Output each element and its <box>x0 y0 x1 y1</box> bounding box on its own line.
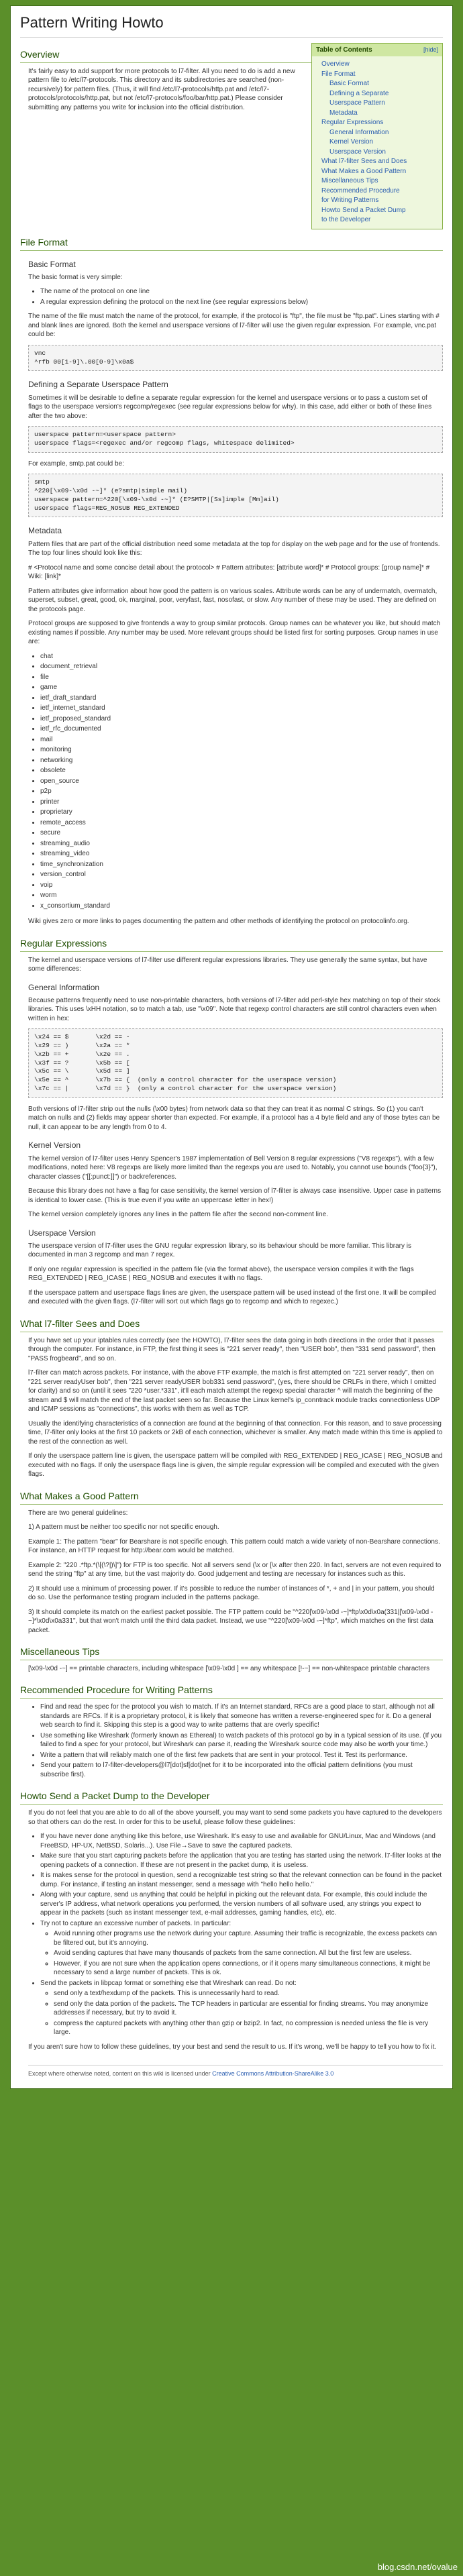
protocol-group-item: • document_retrieval <box>40 662 443 672</box>
list-item: • Along with your capture, send us anything that could be helpful in picking out the relevant data. For example, this could include the server's IP address, what network operations you performed, the version numbers of all software used, any strings you expect to appear in the packets (such as instant messenger text, e-mail addresses, gaming handles, etc), etc. <box>40 1890 443 1918</box>
code-block-vnc: vnc ^rfb 00[1-9]\.00[0-9]\x0a$ <box>28 345 443 372</box>
protocol-group-item: • monitoring <box>40 745 443 755</box>
toc-item[interactable]: Regular Expressions <box>321 119 384 127</box>
general-text-1: Because patterns frequently need to use non-printable characters, both versions of l7-filter add perl-style hex matching on top of their stock libraries. This uses \xHH notation, so to match a tab, use "\x09". Note that regexp control characters are still control characters even when written in hex: <box>28 996 441 1022</box>
list-item: ◦ send only the data portion of the packets. The TCP headers in particular are essential for finding streams. You may anonymize addresses if necessary, but try to avoid it. <box>54 2000 443 2018</box>
kernel-text-3: The kernel version completely ignores any lines in the pattern file after the second non-comment line. <box>28 1211 328 1219</box>
dump-sub-bullets-1 <box>54 1929 443 1978</box>
regex-text-1: The kernel and userspace versions of l7-filter use different regular expressions libraries. They use generally the same syntax, but have some differences: <box>28 956 427 973</box>
toc-item[interactable]: File Format <box>321 70 356 78</box>
toc-item[interactable]: What Makes a Good Pattern <box>321 167 407 175</box>
protocol-group-item: • secure <box>40 828 443 838</box>
toc-item[interactable]: What l7-filter Sees and Does <box>321 158 407 166</box>
heading-what-l7-sees: What l7-filter Sees and Does <box>20 1318 443 1332</box>
metadata-text-3: Pattern attributes give information about how good the pattern is on various scales. Attribute words can be any of undermatch, overmatch, superset, subset, great, good, ok, marginal, poor, veryfast, fast, nosofast, or slow. Any number of these may be used. They are defined on the protocols page. <box>28 587 438 613</box>
footer-text: Except where otherwise noted, content on this wiki is licensed under <box>28 2070 213 2078</box>
protocol-groups-list <box>40 652 443 912</box>
protocol-group-item: • streaming_audio <box>40 839 443 849</box>
recommended-bullets <box>40 1703 443 1779</box>
toc-item[interactable]: Userspace Pattern <box>329 99 385 107</box>
protocol-group-item: • networking <box>40 756 443 765</box>
list-item: • Write a pattern that will reliably match one of the first few packets that are sent in your protocol. Test it. Test its performance. <box>40 1751 443 1760</box>
heading-kernel-version: Kernel Version <box>28 1140 81 1150</box>
list-item <box>40 1979 443 2037</box>
list-item: • Find and read the spec for the protocol you wish to match. If it's an Internet standard, RFCs are a good place to start, although not all standards are RFCs. If it is a proprietary protocol, it is likely that someone has written a reverse-engineered spec for it. Do a general web search to find it. Skipping this step is a good way to write patterns that are overly specific! <box>40 1703 443 1730</box>
heading-file-format: File Format <box>20 236 443 251</box>
sees-text-1: If you have set up your iptables rules correctly (see the HOWTO), l7-filter sees the data going in both directions in the order that it passes through the computer. For instance, in FTP, the first thing it sees is "221 server ready", then "USER bob", then "331 send password", then "PASS frogbeard", and so on. <box>28 1336 435 1362</box>
userspace-text-2: If only one regular expression is specified in the pattern file (via the format above), the userspace version compiles it with the flags REG_EXTENDED | REG_ICASE | REG_NOSUB and executes it with no flags. <box>28 1265 414 1283</box>
protocol-group-item: • printer <box>40 798 443 807</box>
dump-sub-bullets-2 <box>54 1989 443 2037</box>
dump-bullets <box>40 1832 443 2037</box>
heading-general-information: General Information <box>28 982 100 992</box>
toc-item[interactable]: Howto Send a Packet Dump <box>321 206 406 214</box>
license-link[interactable]: Creative Commons Attribution-ShareAlike 3.0 <box>212 2070 334 2078</box>
heading-userspace-version: Userspace Version <box>28 1228 96 1238</box>
protocol-group-item: • voip <box>40 881 443 890</box>
toc-item[interactable]: Overview <box>321 60 350 68</box>
list-item: • It is makes sense for the protocol in question, send a recognizable test string so that the relevant connection can be found in the packet dump. For instance, if testing an instant messenger, send a message with "hello hello hello." <box>40 1871 443 1889</box>
general-text-2: Both versions of l7-filter strip out the nulls (\x00 bytes) from network data so that they can treat it as normal C strings. So (1) you can't match on nulls and (2) fields may appear shorter than expected. For example, if a protocol has a 4 byte field and any of those bytes can be null, it can appear to be any length from 0 to 4. <box>28 1105 440 1131</box>
list-item-text: Send the packets in libpcap format or something else that Wireshark can read. Do not: <box>40 1979 297 1987</box>
kernel-text-1: The kernel version of l7-filter uses Henry Spencer's 1987 implementation of Bell Version 8 regular expressions ("V8 regexps"), with a few modifications, noted here: V8 regexps are likely more limited than the regexps you are used to. Notably, you cannot use bounds ("foo{3}"), character classes ("[[:punct:]]") or backreferences. <box>28 1155 438 1181</box>
good-text-3: Example 1: The pattern "bear" for Bearshare is not specific enough. This pattern could match a wide variety of non-Bearshare connections. For instance, an HTTP request for http://bear.com would be matched. <box>28 1538 440 1555</box>
protocol-group-item: • game <box>40 683 443 692</box>
separate-text-1: Sometimes it will be desirable to define a separate regular expression for the kernel and userspace versions or to pass a custom set of flags to the userspace version's regcomp/regexec (see regular expressions below for why). In this case, add either or both of these lines after the two above: <box>28 394 432 420</box>
heading-basic-format: Basic Format <box>28 259 76 269</box>
dump-text-final: If you aren't sure how to follow these guidelines, try your best and send the result to us. If it's wrong, we'll be happy to tell you how to fix it. <box>28 2043 437 2051</box>
protocol-group-item: • obsolete <box>40 766 443 775</box>
heading-good-pattern: What Makes a Good Pattern <box>20 1490 443 1505</box>
protocol-group-item: • open_source <box>40 777 443 786</box>
metadata-text-1: Pattern files that are part of the official distribution need some metadata at the top for display on the web page and for the use of frontends. The top four lines should look like this: <box>28 540 440 557</box>
list-item: ◦ Avoid sending captures that have many thousands of packets from the same connection. All but the first few are useless. <box>54 1949 443 1958</box>
list-item: • Send your pattern to l7-filter-developers@l7[dot]sf[dot]net for it to be incorporated into the official pattern definitions (you must subscribe first). <box>40 1761 443 1779</box>
toc-item[interactable]: Recommended Procedure <box>321 186 400 195</box>
kernel-text-2: Because this library does not have a flag for case sensitivity, the kernel version of l7-filter is always case insensitive. Upper case in patterns is identical to lower case. (This is true even if you write an uppercase letter in hex!) <box>28 1187 442 1204</box>
protocol-group-item: • ietf_internet_standard <box>40 704 443 713</box>
sees-text-2: l7-filter can match across packets. For instance, with the above FTP example, the match is first attempted on "221 server ready", then on "221 server readyUser bob", then "221 server readyUSER bob331 send password", (yes, there should be CRLFs in there, which I omitted for clarity) and so on (until it sees "220 *user.*331", it'll each match attempt the regexp special character ^ will match the beginning of the stream and $ will match the end of the last packet seen so far. Because the Linux kernel's ip_conntrack module tracks connectionless UDP and ICMP sessions as "connections", this works with them as well as TCP. <box>28 1369 440 1413</box>
toc-header <box>312 44 442 57</box>
toc-item[interactable]: Metadata <box>329 109 358 117</box>
separate-text-2: For example, smtp.pat could be: <box>28 460 124 468</box>
list-item: • Make sure that you start capturing packets before the application that you are testing has started using the network. l7-filter looks at the opening packets of a connection. If these are not present in the packet dump, it is useless. <box>40 1851 443 1870</box>
heading-overview: Overview <box>20 48 443 63</box>
toc-item[interactable]: for Writing Patterns <box>321 197 379 205</box>
protocol-group-item: • ietf_rfc_documented <box>40 724 443 734</box>
list-item-text: Try not to capture an excessive number of packets. In particular: <box>40 1919 232 1927</box>
good-text-1: There are two general guidelines: <box>28 1509 128 1517</box>
heading-metadata: Metadata <box>28 526 62 536</box>
list-item: • A regular expression defining the protocol on the next line (see regular expressions below) <box>40 298 443 307</box>
misc-text-1: [\x09-\x0d -~] == printable characters, including whitespace [\x09-\x0d ] == any whitespace [!-~] == non-whitespace printable characters <box>28 1664 430 1672</box>
sees-text-3: Usually the identifying characteristics of a connection are found at the beginning of that connection. For this reason, and to save processing time, l7-filter only looks at the first 10 packets or 2kB of each connection, whichever is smaller. Any match made within this time is applied to the rest of the connection as well. <box>28 1419 443 1446</box>
protocol-group-item: • chat <box>40 652 443 661</box>
protocol-group-item: • proprietary <box>40 808 443 817</box>
protocol-group-item: • mail <box>40 735 443 745</box>
basic-text-2: The name of the file must match the name of the protocol, for example, if the protocol is "ftp", the file must be "ftp.pat". Lines starting with # and blank lines are ignored. Both the kernel and userspace versions of l7-filter will use the given regular expression. For example, vnc.pat could be: <box>28 313 440 339</box>
toc-hide-link[interactable]: [hide] <box>423 46 438 54</box>
toc-item[interactable]: General Information <box>329 128 389 136</box>
protocol-group-item: • worm <box>40 891 443 900</box>
protocol-group-item: • ietf_draft_standard <box>40 694 443 703</box>
heading-separate-userspace: Defining a Separate Userspace Pattern <box>28 380 168 390</box>
metadata-text-4: Protocol groups are supposed to give frontends a way to group similar protocols. Group names can be whatever you like, but should match existing names if possible. Any number may be used. More relevant groups should be listed first for sorting purposes. Group names in use are: <box>28 620 441 646</box>
userspace-text-1: The userspace version of l7-filter uses the GNU regular expression library, so its behaviour should be more familiar. This library is documented in man 3 regcomp and man 7 regex. <box>28 1242 411 1259</box>
userspace-text-3: If the userspace pattern and userspace flags lines are given, the userspace pattern will be used instead of the first one. It will be compiled and executed with the given flags. (l7-filter will sort out which flags go to regcomp and which to regexec.) <box>28 1289 436 1306</box>
metadata-text-5: Wiki gives zero or more links to pages documenting the pattern and other methods of identifying the protocol on protocolinfo.org. <box>28 918 409 926</box>
protocol-group-item: • time_synchronization <box>40 860 443 869</box>
good-text-4: Example 2: "220 .*ftp.*(\[(\?|)\]") for FTP is too specific. Not all servers send (\x or [\x after then 220. In fact, servers are not even required to send the string "ftp" at any time, but the vast majority do. Good judgement and testing are necessary for instances such as this. <box>28 1561 442 1578</box>
protocol-group-item: • x_consortium_standard <box>40 902 443 911</box>
heading-packet-dump: Howto Send a Packet Dump to the Developer <box>20 1790 443 1805</box>
toc-list <box>321 60 442 225</box>
page-title: Pattern Writing Howto <box>20 13 443 38</box>
protocol-group-item: • file <box>40 673 443 682</box>
list-item: ◦ send only a text/hexdump of the packets. This is unnecessarily hard to read. <box>54 1989 443 1998</box>
code-block-userspace: userspace pattern=<userspace pattern> userspace flags=<regexec and/or regcomp flags, whitespace delimited> <box>28 426 443 453</box>
dump-text-1: If you do not feel that you are able to do all of the above yourself, you may want to send some packets you have captured to the developers so that others can do the rest. In order for this to be useful, please follow these guidelines: <box>28 1809 442 1826</box>
good-text-2: 1) A pattern must be neither too specific nor not specific enough. <box>28 1523 219 1532</box>
list-item: • The name of the protocol on one line <box>40 287 443 297</box>
toc-item[interactable]: Miscellaneous Tips <box>321 177 378 185</box>
good-text-5: 2) It should use a minimum of processing power. If it's possible to reduce the number of instances of *, + and | in your pattern, you should do so. Use the performance testing program included in the patterns package. <box>28 1585 435 1602</box>
overview-text: It's fairly easy to add support for more protocols to l7-filter. All you need to do is add a new pattern file to /etc/l7-protocols. This directory and its subdirectories are searched (non-recursively) for pattern files. (Thus, it will find /etc/l7-protocols/http.pat and /etc/l7-protocols/protocols/http.pat, but not /etc/l7-protocols/foo/bar/http.pat.) Please consider submitting any patterns you write for inclusion into the official distribution. <box>28 67 295 111</box>
protocol-group-item: • version_control <box>40 870 443 879</box>
list-item: • Use something like Wireshark (formerly known as Ethereal) to watch packets of this protocol go by in a typical session of its use. (If you failed to find a spec for your protocol, but Wireshark can parse it, reading the Wireshark source code may also be worth your time.) <box>40 1731 443 1750</box>
toc-heading: Table of Contents <box>316 46 372 54</box>
toc-item[interactable]: Userspace Version <box>329 148 386 156</box>
code-block-smtp: smtp ^220[\x09-\x0d -~]* (e?smtp|simple mail) userspace pattern=^220[\x09-\x0d -~]* (E?SMTP|[Ss]imple [Mm]ail) userspace flags=REG_NOSUB REG_EXTENDED <box>28 474 443 517</box>
toc-item[interactable]: Defining a Separate <box>329 89 389 97</box>
protocol-group-item: • remote_access <box>40 818 443 828</box>
list-item: • If you have never done anything like this before, use Wireshark. It's easy to use and available for GNU/Linux, Mac and Windows (and FreeBSD, HP-UX, NetBSD, Solaris...). Use File→Save to save the captured packets. <box>40 1832 443 1850</box>
license-footer <box>28 2065 443 2078</box>
code-block-hex-table: \x24 == $ \x2d == - \x29 == ) \x2a == * \x2b == + \x2e == . \x3f == ? \x5b == [ \x5c == \ \x5d == ] \x5e == ^ \x7b == { (only a control character for the userspace version) \x7c == | \x7d == } (only a control character for the userspace version) <box>28 1028 443 1098</box>
heading-misc-tips: Miscellaneous Tips <box>20 1646 443 1660</box>
list-item: ◦ compress the captured packets with anything other than gzip or bzip2. In fact, no compression is needed unless the file is very large. <box>54 2019 443 2037</box>
protocol-group-item: • streaming_video <box>40 849 443 859</box>
list-item: ◦ Avoid running other programs use the network during your capture. Assuming their traffic is recognizable, the excess packets can be filtered out, but it's annoying. <box>54 1929 443 1947</box>
basic-text-1: The basic format is very simple: <box>28 273 123 281</box>
list-item <box>40 1919 443 1978</box>
watermark: blog.csdn.net/ovalue <box>377 2562 458 2573</box>
metadata-text-2: # <Protocol name and some concise detail about the protocol> # Pattern attributes: [attribute word]* # Protocol groups: [group name]* # Wiki: [link]* <box>28 564 430 581</box>
good-text-6: 3) It should complete its match on the earliest packet possible. The FTP pattern could be "^220[\x09-\x0d -~]*ftp\x0d\x0a(331|[\x09-\x0d -~]*\x0d\x0a331", but that won't match until the third data packet. Instead, we use "^220[\x09-\x0d -~]*ftp", which matches on the first data packet. <box>28 1608 433 1634</box>
heading-regular-expressions: Regular Expressions <box>20 937 443 952</box>
list-item: ◦ However, if you are not sure when the application opens connections, or if it opens many simultaneous connections, it might be necessary to send a large number of packets. This is ok. <box>54 1960 443 1978</box>
protocol-group-item: • p2p <box>40 787 443 796</box>
table-of-contents <box>311 43 443 229</box>
toc-item[interactable]: Basic Format <box>329 80 369 88</box>
toc-item[interactable]: Kernel Version <box>329 138 374 146</box>
sees-text-4: If only the userspace pattern line is given, the userspace pattern will be compiled with REG_EXTENDED | REG_ICASE | REG_NOSUB and executed with no flags. If only the userspace flags line is given, the simple regular expression will be compiled and executed with the given flags. <box>28 1452 443 1479</box>
protocol-group-item: • ietf_proposed_standard <box>40 714 443 724</box>
document-page <box>10 5 453 2089</box>
heading-recommended-procedure: Recommended Procedure for Writing Patterns <box>20 1684 443 1699</box>
basic-bullets <box>40 287 443 307</box>
toc-item[interactable]: to the Developer <box>321 216 371 224</box>
